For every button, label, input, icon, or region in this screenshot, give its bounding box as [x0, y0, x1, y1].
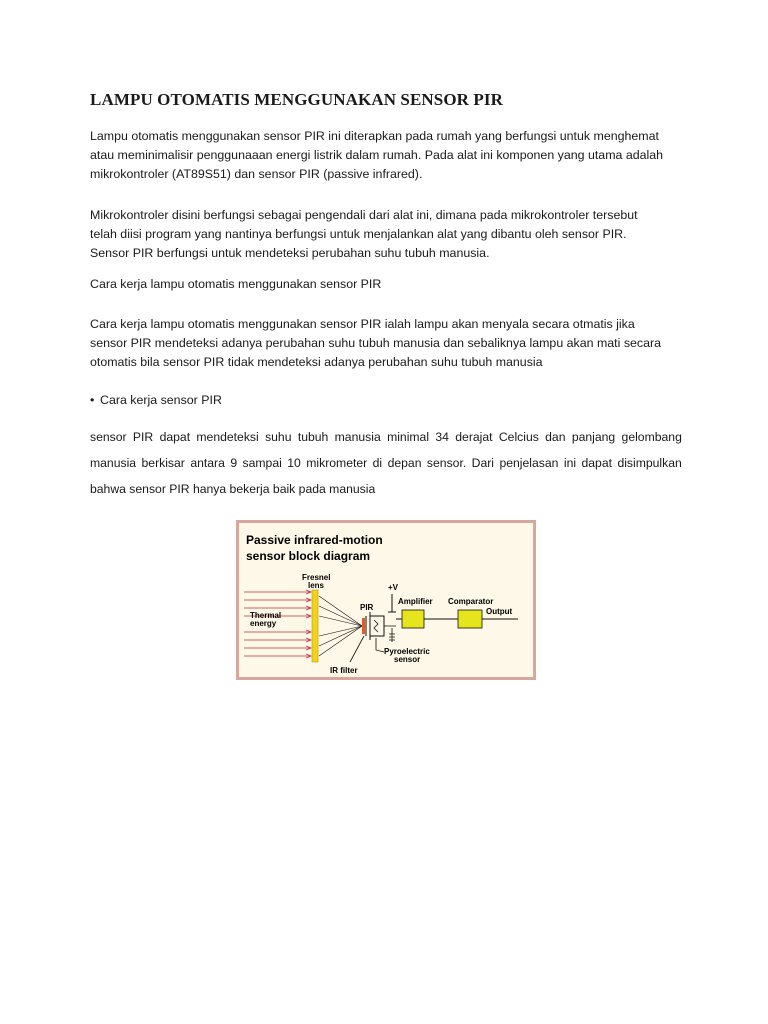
word: tubuh [297, 430, 329, 444]
word: depan [387, 456, 422, 470]
word: sampai [242, 456, 282, 470]
word: sensor [90, 430, 127, 444]
text-line: Sensor PIR berfungsi untuk mendeteksi perubahan suhu tubuh manusia. [90, 246, 490, 260]
word: mendeteksi [196, 430, 259, 444]
word: suhu [265, 430, 292, 444]
text-line: atau meminimalisir penggunaaan energi listrik dalam rumah. Pada alat ini komponen yang utama adalah [90, 148, 664, 162]
word: PIR [132, 430, 154, 444]
diagram-title-line2: sensor block diagram [246, 549, 371, 563]
word: panjang [571, 430, 616, 444]
word: dan [545, 430, 566, 444]
word: di [372, 456, 383, 470]
word: gelombang [621, 430, 682, 444]
diagram-title-line1: Passive infrared-motion [246, 533, 383, 547]
word: penjelasan [499, 456, 559, 470]
word: 9 [230, 456, 238, 470]
document-title: LAMPU OTOMATIS MENGGUNAKAN SENSOR PIR [90, 90, 503, 109]
word: 10 [287, 456, 301, 470]
fresnel-lens-shape [312, 590, 318, 662]
word: mikrometer [306, 456, 368, 470]
text-line: bahwa sensor PIR hanya bekerja baik pada manusia [90, 482, 376, 496]
word: ini [563, 456, 577, 470]
bullet-text: Cara kerja sensor PIR [100, 393, 222, 407]
bullet-icon: • [90, 393, 95, 407]
fresnel-label-line1: Fresnel [302, 573, 331, 582]
amplifier-label: Amplifier [398, 597, 433, 606]
pir-label: PIR [360, 603, 374, 612]
justified-line [90, 450, 682, 476]
paragraph-pir-sensor [90, 424, 682, 502]
text-line: telah diisi program yang nantinya berfungsi untuk menjalankan alat yang dibantu oleh sensor PIR. [90, 227, 627, 241]
text-line: sensor PIR mendeteksi adanya perubahan suhu tubuh manusia dan sebaliknya lampu akan mati secara [90, 336, 662, 350]
text-line: Lampu otomatis menggunakan sensor PIR ini diterapkan pada rumah yang berfungsi untuk menghemat [90, 129, 659, 143]
word: berkisar [141, 456, 185, 470]
bullet-item [90, 393, 222, 407]
output-label: Output [486, 607, 513, 616]
word: manusia [334, 430, 381, 444]
thermal-label-line1: Thermal [250, 611, 282, 620]
word: 34 [435, 430, 449, 444]
text-line: otomatis bila sensor PIR tidak mendeteksi adanya perubahan suhu tubuh manusia [90, 355, 543, 369]
ir-filter-shape [362, 618, 365, 634]
ir-filter-label: IR filter [330, 666, 358, 675]
word: antara [190, 456, 225, 470]
word: minimal [387, 430, 430, 444]
paragraph-microcontroller [90, 206, 690, 263]
word: dapat [581, 456, 612, 470]
comparator-label: Comparator [448, 597, 494, 606]
pyro-label-line2: sensor [394, 655, 421, 664]
word: dapat [159, 430, 191, 444]
section-heading: Cara kerja lampu otomatis menggunakan sensor PIR [90, 277, 382, 291]
word: Dari [471, 456, 495, 470]
fresnel-label-line2: lens [308, 581, 325, 590]
text-line: mikrokontroler (AT89S51) dan sensor PIR (passive infrared). [90, 167, 423, 181]
plus-v-label: +V [388, 583, 399, 592]
word: sensor. [426, 456, 467, 470]
word: manusia [90, 456, 137, 470]
paragraph-intro [90, 127, 690, 184]
word: Celcius [498, 430, 539, 444]
word: derajat [455, 430, 493, 444]
word: disimpulkan [617, 456, 682, 470]
paragraph-how-it-works [90, 315, 690, 372]
justified-line [90, 424, 682, 450]
comparator-block [458, 610, 482, 628]
text-line: Mikrokontroler disini berfungsi sebagai pengendali dari alat ini, dimana pada mikrokontroler tersebut [90, 208, 638, 222]
text-line: Cara kerja lampu otomatis menggunakan sensor PIR ialah lampu akan menyala secara otmatis jika [90, 317, 635, 331]
pir-block-diagram [236, 520, 536, 680]
amplifier-block [402, 610, 424, 628]
thermal-label-line2: energy [250, 619, 277, 628]
diagram-svg [236, 520, 536, 680]
pyro-label-line1: Pyroelectric [384, 647, 430, 656]
